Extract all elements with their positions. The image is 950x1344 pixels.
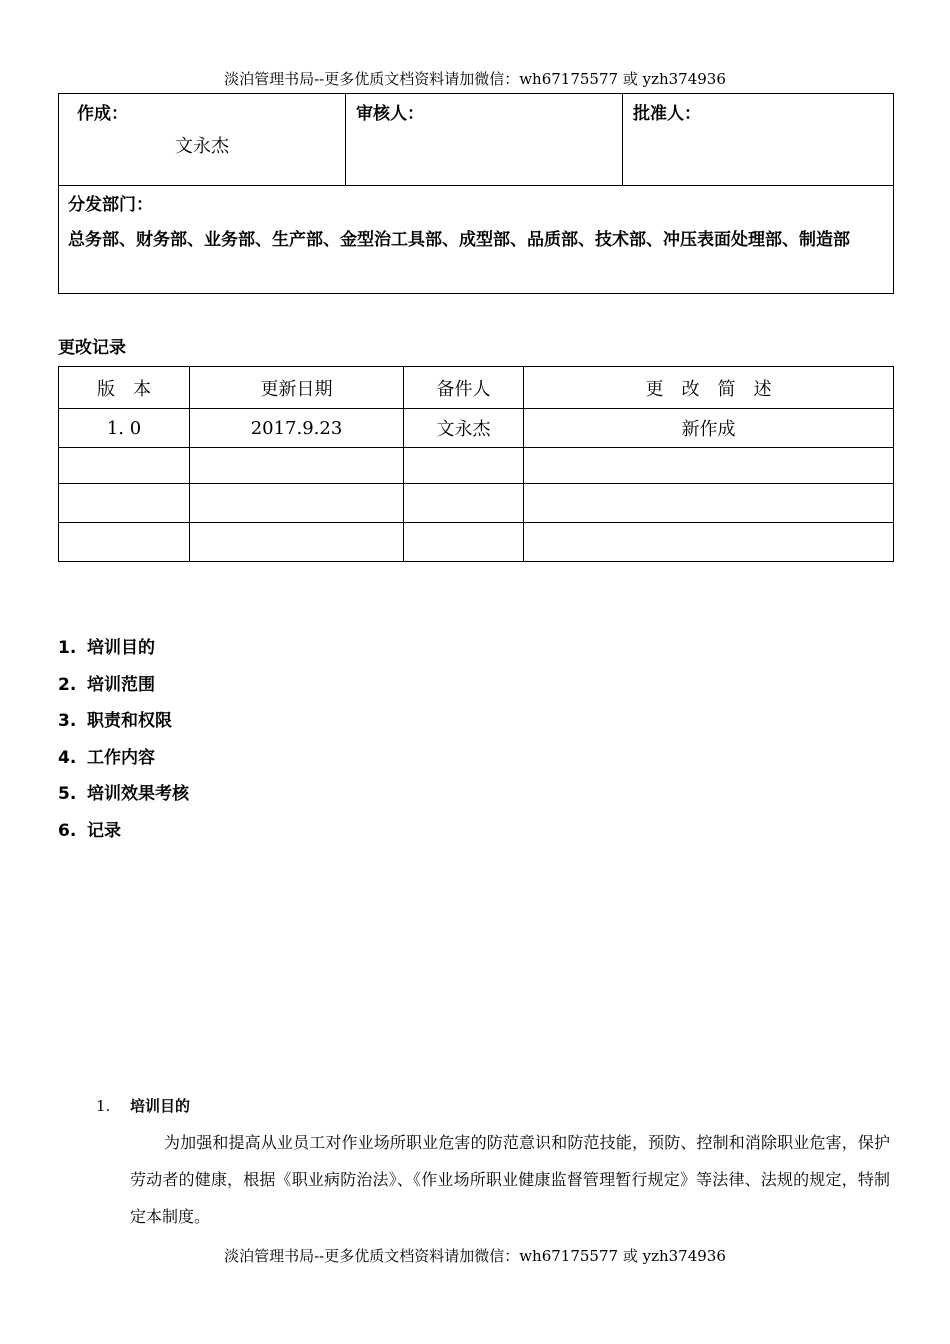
cell-version bbox=[59, 484, 190, 523]
approver-label: 批准人： bbox=[633, 104, 701, 124]
cell-version bbox=[59, 448, 190, 484]
toc-item bbox=[58, 667, 189, 704]
distribution-cell bbox=[59, 186, 894, 294]
header-description: 更 改 简 述 bbox=[524, 367, 894, 409]
toc-label: 培训效果考核 bbox=[87, 784, 189, 805]
toc-label: 培训目的 bbox=[87, 638, 155, 658]
toc-item bbox=[58, 776, 189, 813]
toc-label: 工作内容 bbox=[87, 747, 155, 768]
cell-person: 文永杰 bbox=[404, 409, 524, 448]
cell-description bbox=[524, 484, 894, 523]
header-person: 备件人 bbox=[404, 367, 524, 409]
revision-table bbox=[58, 366, 894, 562]
header-version: 版 本 bbox=[59, 367, 190, 409]
reviewer-cell bbox=[346, 94, 623, 186]
section-body: 为加强和提高从业员工对作业场所职业危害的防范意识和防范技能，预防、控制和消除职业危害，保护劳动者的健康，根据《职业病防治法》、《作业场所职业健康监督管理暂行规定》等法律、法规的规定，特制定本制度。 bbox=[130, 1133, 890, 1226]
toc-item bbox=[58, 630, 189, 667]
table-row bbox=[59, 484, 894, 523]
distribution-departments: 总务部、财务部、业务部、生产部、金型治工具部、成型部、品质部、技术部、冲压表面处理部、制造部 bbox=[68, 230, 850, 250]
distribution-label: 分发部门： bbox=[68, 195, 153, 215]
section-title: 培训目的 bbox=[130, 1097, 191, 1115]
cell-description bbox=[524, 523, 894, 562]
cell-version: 1. 0 bbox=[59, 409, 190, 448]
header-note: 淡泊管理书局--更多优质文档资料请加微信：wh67175577 或 yzh374936 bbox=[224, 70, 726, 88]
toc-number: 5. bbox=[58, 784, 77, 805]
toc-item bbox=[58, 740, 189, 777]
approval-table bbox=[58, 93, 894, 294]
approver-cell bbox=[623, 94, 894, 186]
toc-number: 4. bbox=[58, 747, 77, 768]
cell-date bbox=[190, 448, 404, 484]
header-date: 更新日期 bbox=[190, 367, 404, 409]
cell-date bbox=[190, 484, 404, 523]
cell-date: 2017.9.23 bbox=[190, 409, 404, 448]
toc-number: 3. bbox=[58, 711, 77, 732]
made-by-cell bbox=[59, 94, 346, 186]
table-of-contents bbox=[58, 630, 189, 850]
toc-number: 1. bbox=[58, 638, 77, 658]
revision-header-row bbox=[59, 367, 894, 409]
toc-item bbox=[58, 813, 189, 850]
made-by-name: 文永杰 bbox=[175, 136, 229, 157]
cell-description: 新作成 bbox=[524, 409, 894, 448]
toc-label: 培训范围 bbox=[87, 674, 155, 695]
toc-number: 2. bbox=[58, 674, 77, 695]
cell-person bbox=[404, 523, 524, 562]
toc-label: 职责和权限 bbox=[87, 711, 172, 732]
made-by-label: 作成： bbox=[77, 104, 128, 124]
table-row bbox=[59, 523, 894, 562]
cell-date bbox=[190, 523, 404, 562]
toc-item bbox=[58, 703, 189, 740]
section-heading bbox=[96, 1095, 190, 1116]
table-row bbox=[59, 409, 894, 448]
cell-person bbox=[404, 484, 524, 523]
section-number: 1. bbox=[96, 1097, 111, 1115]
revision-title: 更改记录 bbox=[58, 338, 126, 358]
toc-number: 6. bbox=[58, 820, 77, 841]
toc-label: 记录 bbox=[87, 820, 121, 841]
cell-description bbox=[524, 448, 894, 484]
cell-person bbox=[404, 448, 524, 484]
footer-note: 淡泊管理书局--更多优质文档资料请加微信：wh67175577 或 yzh374936 bbox=[224, 1247, 726, 1265]
reviewer-label: 审核人： bbox=[356, 104, 424, 124]
cell-version bbox=[59, 523, 190, 562]
table-row bbox=[59, 448, 894, 484]
